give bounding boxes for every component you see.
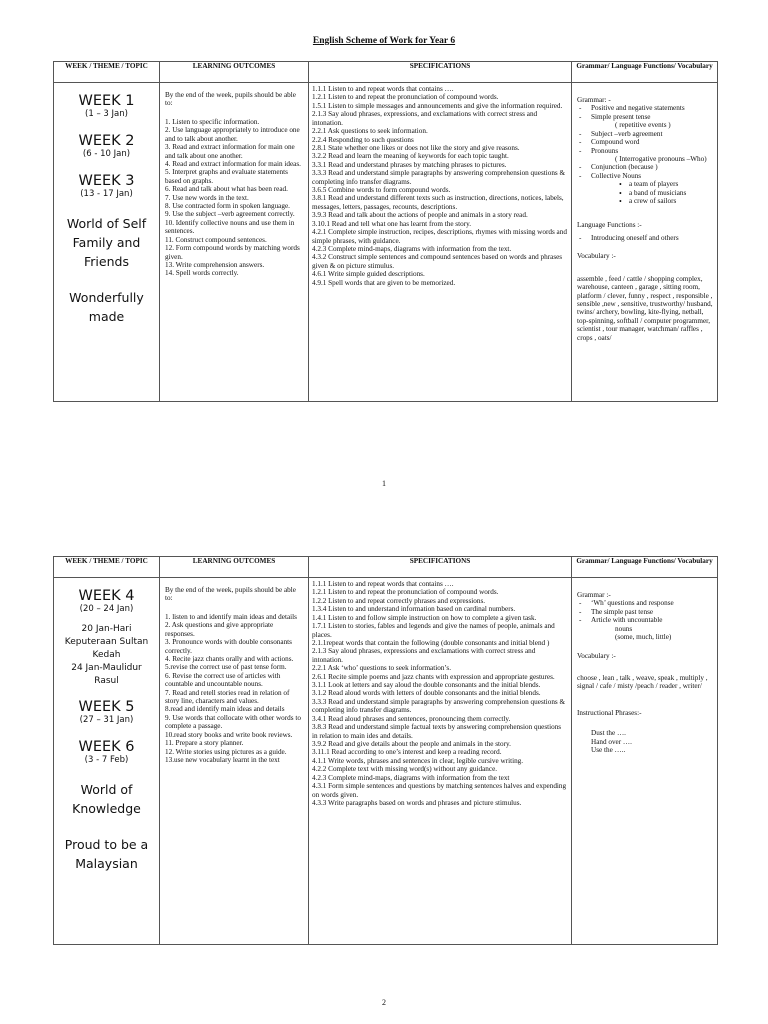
learning-outcomes-header: LEARNING OUTCOMES xyxy=(160,557,309,578)
theme-spacer xyxy=(56,272,157,288)
specifications-header: SPECIFICATIONS xyxy=(309,557,572,578)
holiday-note-line: 20 Jan-Hari xyxy=(81,623,132,634)
vocabulary-heading: Vocabulary :- xyxy=(577,252,616,261)
scheme-table xyxy=(53,61,718,402)
vocabulary-block xyxy=(577,252,713,342)
holiday-note-line: 24 Jan-Maulidur xyxy=(71,663,142,674)
learning-outcome-item: 2. Use language appropriately to introduce one and to talk about another. xyxy=(165,126,300,143)
specification-item: 1.4.1 Listen to and follow simple instruction on how to complete a given task. xyxy=(312,613,537,622)
grammar-item-text: Subject –verb agreement xyxy=(591,129,663,138)
specification-item: 2.2.1 Ask questions to seek information. xyxy=(312,127,428,136)
header-row xyxy=(54,62,718,83)
learning-outcome-item: 8. Use contracted form in spoken language. xyxy=(165,202,290,211)
learning-outcomes-intro: By the end of the week, pupils should be able to: xyxy=(165,91,296,108)
week-theme-topic-header: WEEK / THEME / TOPIC xyxy=(54,557,160,578)
document-title: English Scheme of Work for Year 6 xyxy=(312,36,456,46)
learning-outcome-item: 1. Listen to specific information. xyxy=(165,117,260,126)
theme-line: Proud to be a xyxy=(64,836,149,852)
specification-item: 3.8.1 Read and understand different texts such as instruction, directions, notices, labels, messages, letters, passages, recounts, descriptions. xyxy=(312,194,564,211)
grammar-list xyxy=(577,104,713,205)
week-theme-cell xyxy=(54,578,160,945)
learning-outcome-item: 9. Use the subject –verb agreement correctly. xyxy=(165,210,295,219)
specification-item: 4.3.2 Construct simple sentences and compound sentences based on words and phrases given & on picture stimulus. xyxy=(312,253,563,270)
specification-item: 1.5.1 Listen to simple messages and announcements and give the information required. xyxy=(312,101,563,110)
learning-outcomes-intro: By the end of the week, pupils should be able to: xyxy=(165,586,296,603)
specification-item: 3.11.1 Read according to one’s interest and keep a reading record. xyxy=(312,748,502,757)
specification-item: 2.2.4 Responding to such questions xyxy=(312,135,414,144)
learning-outcome-item: 12. Write stories using pictures as a guide. xyxy=(165,747,287,756)
specification-item: 4.3.1 Form simple sentences and questions by matching sentences halves and expending on words given. xyxy=(312,782,567,799)
specification-item: 3.3.3 Read and understand simple paragraphs by answering comprehension questions & completing info transfer diagrams. xyxy=(312,697,566,715)
vocabulary-block xyxy=(577,652,713,691)
grammar-sub-item: nouns xyxy=(615,624,633,633)
learning-outcome-item: 7. Use new words in the text. xyxy=(165,193,249,202)
language-function-item: - Introducing oneself and others xyxy=(577,234,713,242)
learning-outcome-item: 4. Recite jazz chants orally and with actions. xyxy=(165,654,294,663)
grammar-item xyxy=(577,599,713,607)
grammar-cell xyxy=(572,578,718,945)
specification-item: 1.3.4 Listen to and understand information based on cardinal numbers. xyxy=(312,605,516,614)
learning-outcome-item: 14. Spell words correctly. xyxy=(165,269,239,278)
theme-spacer xyxy=(56,819,157,835)
week-theme-topic-header: WEEK / THEME / TOPIC xyxy=(54,62,160,83)
theme-line: World of xyxy=(80,781,133,797)
instructional-phrase-item: Dust the …. xyxy=(591,729,626,738)
specification-item: 3.3.1 Read and understand phrases by matching phrases to pictures. xyxy=(312,160,507,169)
specification-item: 2.1.1repeat words that contain the following (double consonants and initial blend ) xyxy=(312,638,550,647)
learning-outcome-item: 5. Interpret graphs and evaluate statements based on graphs. xyxy=(165,168,288,185)
grammar-heading: Grammar :- xyxy=(577,591,611,599)
learning-outcome-item: 11. Prepare a story planner. xyxy=(165,739,244,748)
week-dates: (6 - 10 Jan) xyxy=(82,148,131,159)
instructional-phrases-heading: Instructional Phrases:- xyxy=(577,708,642,717)
specification-item: 2.1.3 Say aloud phrases, expressions, and exclamations with correct stress and intonation. xyxy=(312,110,538,127)
grammar-sub-list xyxy=(605,155,713,163)
grammar-item-text: Collective Nouns xyxy=(591,171,642,180)
theme-line: made xyxy=(88,309,125,325)
specification-item: 2.2.1 Ask ‘who’ questions to seek information’s. xyxy=(312,664,452,673)
specification-item: 4.6.1 Write simple guided descriptions. xyxy=(312,270,425,279)
specifications-header: SPECIFICATIONS xyxy=(309,62,572,83)
scheme-section-1 xyxy=(53,61,717,402)
holiday-note xyxy=(56,623,157,688)
collective-noun-item: • a crew of sailors xyxy=(619,197,713,205)
specification-item: 3.1.2 Read aloud words with letters of double consonants and the initial blends. xyxy=(312,689,541,698)
grammar-item xyxy=(577,616,713,641)
vocabulary-heading: Vocabulary :- xyxy=(577,651,616,660)
grammar-item xyxy=(577,172,713,206)
specification-item: 3.9.3 Read and talk about the actions of people and animals in a story read. xyxy=(312,211,528,220)
learning-outcome-item: 6. Read and talk about what has been read. xyxy=(165,185,288,194)
grammar-sub-item: ( repetitive events ) xyxy=(615,121,671,130)
learning-outcome-item: 3. Pronounce words with double consonants correctly. xyxy=(165,638,292,655)
learning-outcome-item: 6. Revise the correct use of articles with countable and uncountable nouns. xyxy=(165,671,281,689)
week-dates: (27 – 31 Jan) xyxy=(79,715,134,726)
specification-item: 2.1.3 Say aloud phrases, expressions and exclamations with correct stress and intonation. xyxy=(312,647,536,664)
header-row xyxy=(54,557,718,578)
grammar-sub-item: (some, much, little) xyxy=(615,633,672,642)
theme-line: Malaysian xyxy=(75,855,138,871)
theme-title xyxy=(56,835,157,874)
specification-item: 3.2.2 Read and learn the meaning of keywords for each topic taught. xyxy=(312,152,509,161)
grammar-item xyxy=(577,104,713,112)
theme-line: Wonderfully xyxy=(69,289,144,305)
specification-item: 4.3.3 Write paragraphs based on words and phrases and picture stimulus. xyxy=(312,798,522,807)
grammar-item-text: The simple past tense xyxy=(591,607,654,616)
specification-item: 3.9.2 Read and give details about the people and animals in the story. xyxy=(312,740,511,749)
week-dates: (20 – 24 Jan) xyxy=(79,603,134,614)
grammar-item-text: Conjunction (because ) xyxy=(591,163,658,172)
holiday-note-line: Kedah xyxy=(92,649,121,660)
page-number: 1 xyxy=(382,479,386,488)
grammar-item xyxy=(577,163,713,171)
specification-item: 3.10.1 Read and tell what one has learnt from the story. xyxy=(312,219,472,228)
learning-outcome-item: 7. Read and retell stories read in relation of story line, characters and values. xyxy=(165,688,290,706)
grammar-item xyxy=(577,138,713,146)
grammar-cell xyxy=(572,83,718,402)
learning-outcome-item: 4. Read and extract information for main ideas. xyxy=(165,159,301,168)
learning-outcomes-cell xyxy=(160,83,309,402)
learning-outcome-item: 2. Ask questions and give appropriate responses. xyxy=(165,621,274,638)
learning-outcomes-cell xyxy=(160,578,309,945)
learning-outcome-item: 11. Construct compound sentences. xyxy=(165,235,267,244)
grammar-header: Grammar/ Language Functions/ Vocabulary xyxy=(572,62,718,83)
grammar-item-text: Pronouns xyxy=(591,146,619,155)
specifications-cell xyxy=(309,578,572,945)
grammar-item-text: Article with uncountable xyxy=(591,616,663,625)
learning-outcome-item: 1. listen to and identify main ideas and details xyxy=(165,612,297,621)
holiday-note-line: Keputeraan Sultan xyxy=(64,636,149,647)
theme-line: Family and xyxy=(72,235,141,250)
grammar-item-text: Simple present tense xyxy=(591,112,651,121)
scheme-table xyxy=(53,556,718,945)
specification-item: 3.8.3 Read and understand simple factual texts by answering comprehension questions in relation to main ides and details. xyxy=(312,723,562,740)
collective-noun-item: • a team of players xyxy=(619,180,713,188)
collective-noun-item: • a band of musicians xyxy=(619,189,713,197)
specification-item: 4.2.2 Complete text with missing word(s) without any guidance. xyxy=(312,765,498,774)
grammar-sub-item: ( Interrogative pronouns –Who) xyxy=(615,154,707,163)
vocabulary-text: assemble , feed / cattle / shopping complex, warehouse, canteen , garage , sitting room, platform / clever, funny , respect , responsible , sensible ,new , sensitive, trustworthy/ husband, twins/ archery, bowling, kite-flying, netball, top-spinning, softball / computer programmer, scientist , tour manager, watchman/ raffles , crops , oats/ xyxy=(577,274,713,342)
learning-outcome-item: 12. Form compound words by matching words given. xyxy=(165,244,300,261)
scheme-row xyxy=(54,578,718,945)
vocabulary-text: choose , lean , talk , weave, speak , multiply , signal / cafe / misty /peach / reader , writer/ xyxy=(577,673,708,691)
specification-item: 3.4.1 Read aloud phrases and sentences, pronouncing them correctly. xyxy=(312,714,511,723)
learning-outcome-item: 9. Use words that collocate with other words to complete a passage. xyxy=(165,713,301,731)
collective-noun-list xyxy=(619,180,713,205)
specifications-cell xyxy=(309,83,572,402)
language-functions-heading: Language Functions :- xyxy=(577,221,642,230)
theme-line: Knowledge xyxy=(72,801,141,817)
grammar-header: Grammar/ Language Functions/ Vocabulary xyxy=(572,557,718,578)
instructional-phrase-item: Use the ….. xyxy=(591,746,626,755)
specification-item: 1.1.1 Listen to and repeat words that contains …. xyxy=(312,580,454,588)
theme-title xyxy=(56,780,157,819)
language-functions-list xyxy=(577,234,713,242)
specification-item: 2.8.1 State whether one likes or does not like the story and give reasons. xyxy=(312,143,520,152)
week-label: WEEK 5 xyxy=(78,699,135,716)
grammar-item xyxy=(577,147,713,164)
theme-title xyxy=(56,288,157,327)
specification-item: 3.6.5 Combine words to form compound words. xyxy=(312,186,451,195)
grammar-sub-list xyxy=(605,121,713,129)
scheme-section-2 xyxy=(53,556,717,945)
week-dates: (3 - 7 Feb) xyxy=(84,754,129,765)
specification-item: 1.2.1 Listen to and repeat the pronunciation of compound words. xyxy=(312,93,499,102)
specification-item: 1.1.1 Listen to and repeat words that contains …. xyxy=(312,85,454,93)
scheme-row xyxy=(54,83,718,402)
grammar-sub-list xyxy=(605,625,713,642)
grammar-item xyxy=(577,608,713,616)
week-theme-cell xyxy=(54,83,160,402)
specification-item: 4.2.3 Complete mind-maps, diagrams with information from the text. xyxy=(312,245,512,254)
week-label: WEEK 1 xyxy=(78,93,135,109)
learning-outcome-item: 10.read story books and write book reviews. xyxy=(165,730,293,739)
theme-line: Friends xyxy=(84,254,129,270)
specification-item: 4.1.1 Write words, phrases and sentences in clear, legible cursive writing. xyxy=(312,756,524,765)
learning-outcome-item: 5.revise the correct use of past tense form. xyxy=(165,663,287,672)
specification-item: 4.2.3 Complete mind-maps, diagrams with information from the text xyxy=(312,773,510,782)
grammar-item xyxy=(577,130,713,138)
instructional-phrases-block xyxy=(577,709,713,755)
learning-outcome-item: 10. Identify collective nouns and use them in sentences. xyxy=(165,218,295,236)
learning-outcomes-header: LEARNING OUTCOMES xyxy=(160,62,309,83)
week-dates: (13 - 17 Jan) xyxy=(80,188,133,199)
learning-outcome-item: 8.read and identify main ideas and details xyxy=(165,705,285,714)
specification-item: 2.6.1 Recite simple poems and jazz chants with expression and appropriate gestures. xyxy=(312,672,555,681)
grammar-item-text: ‘Wh’ questions and response xyxy=(591,599,674,608)
learning-outcome-item: 13. Write comprehension answers. xyxy=(165,261,265,270)
specification-item: 1.7.1 Listen to stories, fables and legends and give the names of people, animals and places. xyxy=(312,622,555,639)
grammar-item-text: Compound word xyxy=(591,138,640,147)
specification-item: 4.2.1 Complete simple instruction, recipes, descriptions, rhymes with missing words and simple phrases, with guidance. xyxy=(312,228,567,245)
theme-title xyxy=(56,214,157,272)
specification-item: 3.3.3 Read and understand simple paragraphs by answering comprehension questions & completing info transfer diagrams. xyxy=(312,169,566,186)
week-label: WEEK 2 xyxy=(78,132,135,149)
week-label: WEEK 3 xyxy=(78,172,135,189)
week-label: WEEK 4 xyxy=(78,588,135,604)
instructional-phrase-item: Hand over …. xyxy=(591,737,632,746)
theme-line: World of Self xyxy=(66,215,147,231)
learning-outcome-item: 3. Read and extract information for main one and talk about one another. xyxy=(165,143,295,160)
specification-item: 1.2.2 Listen to and repeat correctly phrases and expressions. xyxy=(312,596,486,605)
week-label: WEEK 6 xyxy=(78,738,135,755)
specification-item: 3.1.1 Look at letters and say aloud the double consonants and the initial blends. xyxy=(312,681,541,690)
specification-item: 1.2.1 Listen to and repeat the pronunciation of compound words. xyxy=(312,588,499,597)
learning-outcome-item: 13.use new vocabulary learnt in the text xyxy=(165,756,280,765)
grammar-item xyxy=(577,113,713,130)
language-functions-block xyxy=(577,221,713,242)
week-dates: (1 – 3 Jan) xyxy=(85,108,128,119)
grammar-item-text: Positive and negative statements xyxy=(591,104,685,113)
specification-item: 4.9.1 Spell words that are given to be memorized. xyxy=(312,278,456,287)
grammar-heading: Grammar: - xyxy=(577,96,611,104)
holiday-note-line: Rasul xyxy=(94,676,119,687)
page-number: 2 xyxy=(382,998,386,1007)
grammar-list xyxy=(577,599,713,641)
